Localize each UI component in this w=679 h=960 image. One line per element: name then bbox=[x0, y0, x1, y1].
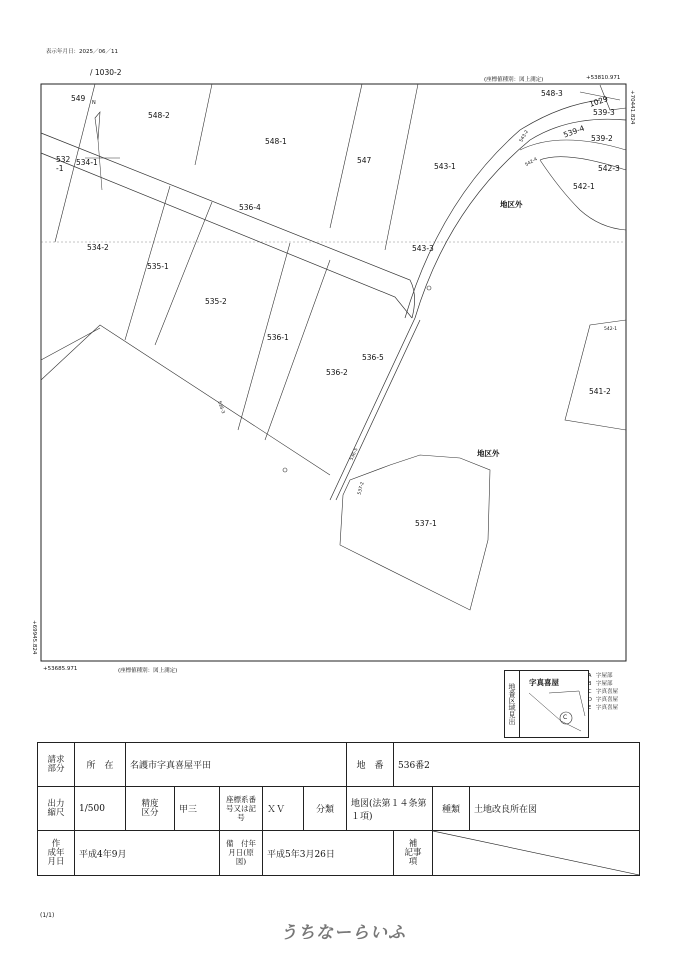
parcel-label: 537-1 bbox=[415, 519, 437, 528]
parcel-label: 534-1 bbox=[76, 158, 98, 167]
sheet-reference: / 1030-2 bbox=[90, 68, 122, 77]
site-logo: うちなーらいふ bbox=[280, 923, 406, 943]
parcel-label: 539-2 bbox=[591, 134, 613, 143]
parcel-label: 548-2 bbox=[148, 111, 170, 120]
supplement-value bbox=[433, 831, 640, 876]
coord-top-right: +53810.971 bbox=[586, 75, 621, 81]
coord-right-side: +70441.824 bbox=[629, 90, 635, 125]
lot-label: 地 番 bbox=[347, 743, 394, 787]
coord-left-side: +69945.824 bbox=[31, 620, 37, 655]
parcel-label: 541-2 bbox=[589, 387, 611, 396]
parcel-label: 536-2 bbox=[326, 368, 348, 377]
type-value: 土地改良所在図 bbox=[470, 787, 640, 831]
type-label: 種類 bbox=[433, 787, 470, 831]
parcel-label: 543-3 bbox=[412, 244, 434, 253]
small-label: 537-2 bbox=[357, 481, 366, 496]
parcel-label: 543-1 bbox=[434, 162, 456, 171]
prepared-label: 備 付年月日(原図) bbox=[220, 831, 263, 876]
display-date: 表示年月日：2025／06／11 bbox=[46, 49, 118, 55]
index-marker: C bbox=[563, 714, 568, 721]
request-section-label: 請求部分 bbox=[38, 743, 75, 787]
location-label: 所 在 bbox=[75, 743, 126, 787]
lot-value: 536番2 bbox=[394, 743, 640, 787]
parcel-label: 536-5 bbox=[362, 353, 384, 362]
small-label: 536-3 bbox=[215, 400, 226, 415]
index-map bbox=[504, 670, 589, 738]
info-table bbox=[37, 742, 640, 876]
parcel-label: 547 bbox=[357, 156, 372, 165]
prepared-value: 平成5年3月26日 bbox=[263, 831, 394, 876]
created-label: 作 成年月日 bbox=[38, 831, 75, 876]
coord-value: ＸＶ bbox=[263, 787, 304, 831]
north-label: N bbox=[92, 100, 96, 106]
location-value: 名護市字真喜屋平田 bbox=[126, 743, 347, 787]
small-label: 543-2 bbox=[519, 129, 530, 144]
parcel-label: 534-2 bbox=[87, 243, 109, 252]
precision-label: 精度区分 bbox=[126, 787, 175, 831]
scale-value: 1/500 bbox=[75, 787, 126, 831]
index-side-letters: A B C D E bbox=[588, 673, 592, 711]
index-side-labels: 字屋部 字屋部 字真喜屋 字真喜屋 字真喜屋 bbox=[596, 673, 619, 711]
coord-note-top: (座標値種別：図上測定) bbox=[484, 77, 544, 83]
parcel-label: 1029 bbox=[588, 94, 610, 109]
parcel-label: 536-4 bbox=[239, 203, 261, 212]
outside-district-label: 地区外 bbox=[477, 449, 500, 458]
parcel-label: 539-3 bbox=[593, 108, 615, 117]
coord-label: 座標系番号又は記号 bbox=[220, 787, 263, 831]
parcel-label: 539-4 bbox=[562, 123, 586, 140]
parcel-label: 536-1 bbox=[267, 333, 289, 342]
scale-label: 出力縮尺 bbox=[38, 787, 75, 831]
parcel-label: 532 -1 bbox=[56, 155, 71, 173]
category-label: 分類 bbox=[304, 787, 347, 831]
coord-note-bottom: (座標値種別：図上測定) bbox=[118, 668, 178, 674]
small-label: 542-1 bbox=[604, 327, 618, 332]
page-number: (1/1) bbox=[40, 912, 55, 919]
precision-value: 甲三 bbox=[175, 787, 220, 831]
parcel-label: 549 bbox=[71, 94, 86, 103]
supplement-label: 補 記事 項 bbox=[394, 831, 433, 876]
coord-bottom-left: +53685.971 bbox=[43, 666, 78, 672]
outside-district-label: 地区外 bbox=[500, 200, 523, 209]
parcel-label: 535-1 bbox=[147, 262, 169, 271]
small-label: 542-4 bbox=[524, 157, 539, 168]
parcel-label: 542-3 bbox=[598, 164, 620, 173]
small-label: 536-5 bbox=[349, 447, 360, 462]
parcel-label: 548-1 bbox=[265, 137, 287, 146]
index-area-name: 字真喜屋 bbox=[529, 678, 559, 687]
category-value: 地図(法第１４条第１項) bbox=[347, 787, 433, 831]
parcel-label: 548-3 bbox=[541, 89, 563, 98]
index-map-title: 地番区域見出 bbox=[505, 671, 520, 737]
created-value: 平成4年9月 bbox=[75, 831, 220, 876]
parcel-label: 535-2 bbox=[205, 297, 227, 306]
parcel-label: 542-1 bbox=[573, 182, 595, 191]
